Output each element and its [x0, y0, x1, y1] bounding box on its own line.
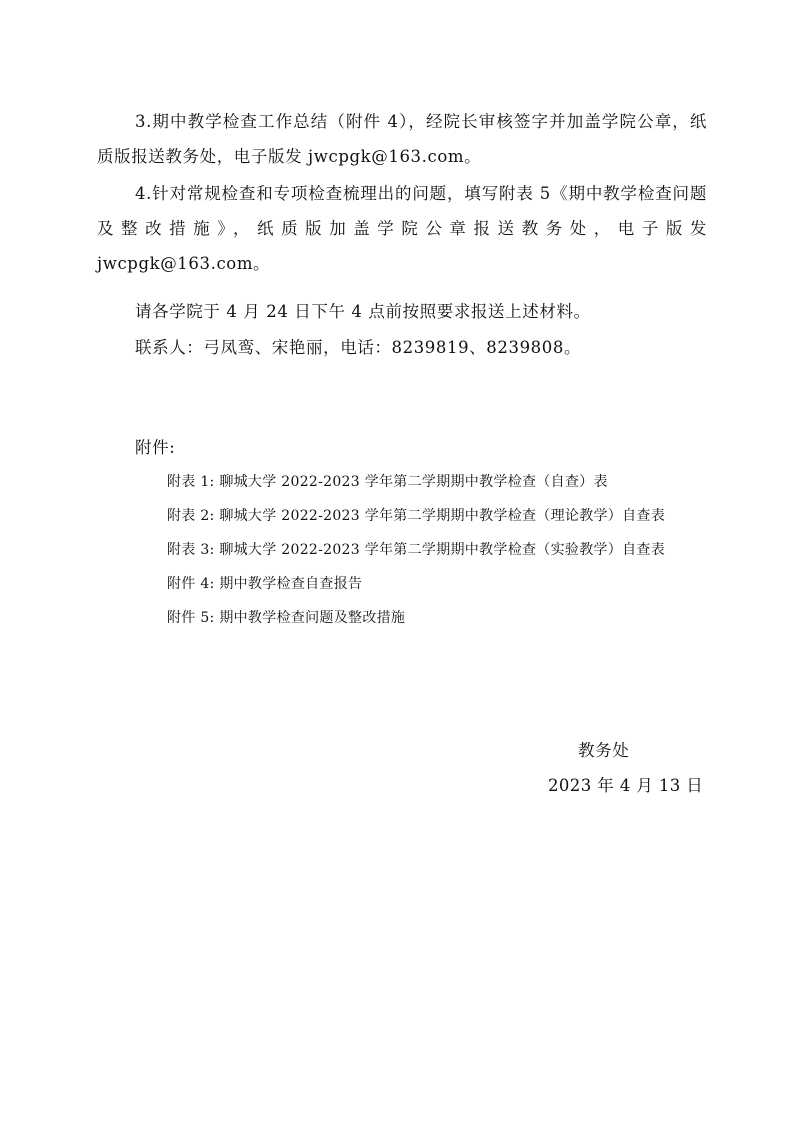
attachment-item: 附表 2: 聊城大学 2022-2023 学年第二学期期中教学检查（理论教学）自查表: [167, 508, 666, 524]
item-3-paragraph: 3.期中教学检查工作总结（附件 4），经院长审核签字并加盖学院公章，纸质版报送教务处，电子版发 jwcpgk@163.com。: [97, 112, 707, 166]
attachments-title: 附件:: [135, 438, 176, 457]
attachments-list: [167, 465, 665, 635]
attachment-item: 附表 3: 聊城大学 2022-2023 学年第二学期期中教学检查（实验教学）自查表: [167, 542, 666, 558]
signature-department: 教务处: [578, 741, 630, 760]
attachment-item: 附件 4: 期中教学检查自查报告: [167, 576, 363, 592]
signature-date: 2023 年 4 月 13 日: [548, 776, 704, 795]
contact-text: 联系人：弓凤鸾、宋艳丽，电话：8239819、8239808。: [135, 338, 582, 357]
deadline-text: 请各学院于 4 月 24 日下午 4 点前按照要求报送上述材料。: [135, 302, 591, 321]
attachment-item: 附表 1: 聊城大学 2022-2023 学年第二学期期中教学检查（自查）表: [167, 474, 608, 490]
item-4-paragraph: 4.针对常规检查和专项检查梳理出的问题，填写附表 5《期中教学检查问题及整改措施》，纸质版加盖学院公章报送教务处，电子版发 jwcpgk@163.com。: [97, 184, 707, 273]
attachment-item: 附件 5: 期中教学检查问题及整改措施: [167, 610, 406, 626]
